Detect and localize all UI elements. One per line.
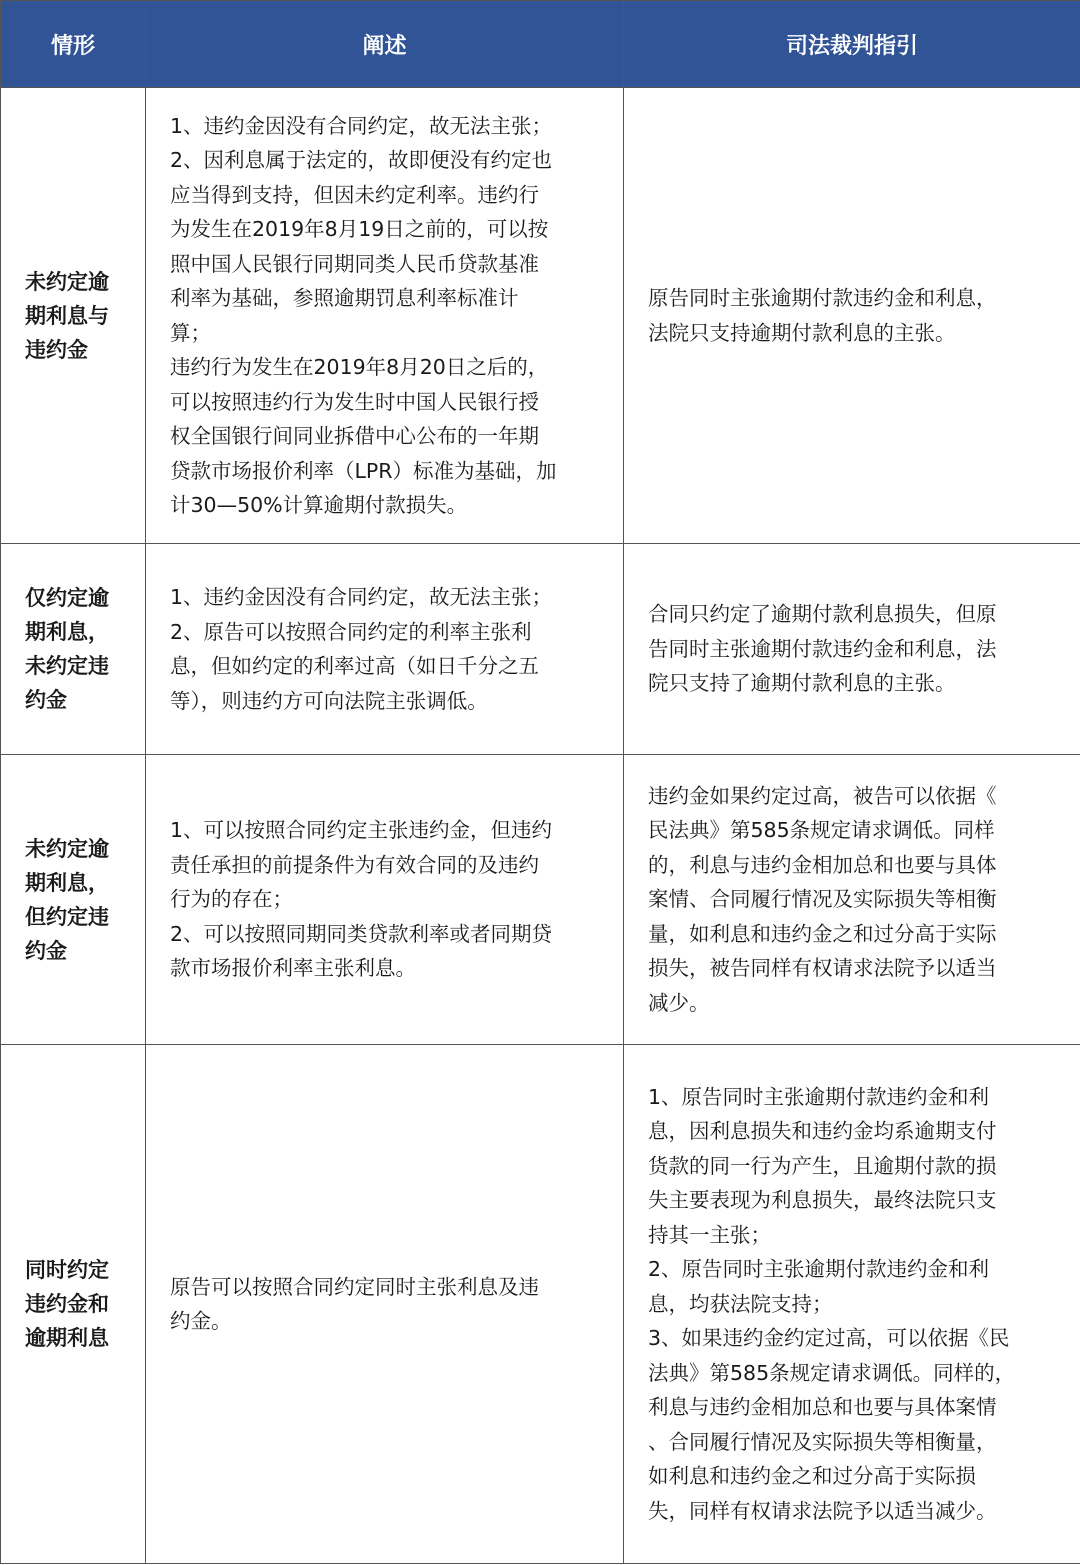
situation-cell-line: 未约定逾 <box>25 269 109 294</box>
table-header-row <box>1 1 1080 88</box>
guidance-cell-line: 减少。 <box>648 990 710 1015</box>
table-row <box>1 88 1080 544</box>
description-cell-line: 为发生在2019年8月19日之前的，可以按 <box>170 217 549 241</box>
description-cell-line: 原告可以按照合同约定同时主张利息及违 <box>170 1274 539 1299</box>
description-cell-line: 违约行为发生在2019年8月20日之后的， <box>170 355 549 379</box>
table-row <box>1 755 1080 1045</box>
situation-cell-line: 仅约定逾 <box>25 586 109 610</box>
guidance-cell-line: 合同只约定了逾期付款利息损失，但原 <box>648 602 997 627</box>
guidance-cell <box>624 544 1080 755</box>
guidance-cell-line: 法院只支持逾期付款利息的主张。 <box>648 320 956 345</box>
situation-cell-line: 约金 <box>25 938 67 963</box>
guidance-cell <box>624 88 1080 544</box>
guidance-cell-line: 、合同履行情况及实际损失等相衡量， <box>648 1429 997 1454</box>
guidance-cell-line: 的，利息与违约金相加总和也要与具体 <box>648 852 997 877</box>
guidance-cell-line: 院只支持了逾期付款利息的主张。 <box>648 671 956 696</box>
description-cell-line: 行为的存在； <box>170 887 293 912</box>
description-cell <box>146 755 624 1045</box>
guidance-cell-line: 3、如果违约金约定过高，可以依据《民 <box>648 1326 1010 1351</box>
guidance-cell-line: 量，如利息和违约金之和过分高于实际 <box>648 921 997 946</box>
situation-cell-line: 逾期利息 <box>25 1326 109 1350</box>
description-cell-line: 款市场报价利率主张利息。 <box>170 956 416 981</box>
description-cell-line: 等），则违约方可向法院主张调低。 <box>170 688 488 713</box>
description-cell-line: 2、原告可以按照合同约定的利率主张利 <box>170 619 532 644</box>
table-row <box>1 544 1080 755</box>
guidance-cell-line: 货款的同一行为产生，且逾期付款的损 <box>648 1153 997 1178</box>
description-cell-line: 贷款市场报价利率（LPR）标准为基础，加 <box>170 458 557 483</box>
guidance-cell <box>624 755 1080 1045</box>
guidance-cell-line: 1、原告同时主张逾期付款违约金和利 <box>648 1084 990 1109</box>
situation-cell-line: 期利息与 <box>25 303 109 328</box>
description-cell-line: 1、违约金因没有合同约定，故无法主张； <box>170 113 553 138</box>
description-cell-line: 照中国人民银行同期同类人民币贷款基准 <box>170 251 539 276</box>
description-cell-line: 利率为基础，参照逾期罚息利率标准计 <box>170 286 519 310</box>
table-row <box>1 1045 1080 1564</box>
situation-cell-line: 违约金和 <box>25 1292 109 1316</box>
description-cell-line: 算； <box>170 320 211 345</box>
guidance-cell-line: 利息与违约金相加总和也要与具体案情 <box>648 1395 997 1420</box>
guidance-cell-line: 2、原告同时主张逾期付款违约金和利 <box>648 1257 990 1282</box>
guidance-cell-line: 案情、合同履行情况及实际损失等相衡 <box>648 887 997 912</box>
description-cell-line: 应当得到支持，但因未约定利率。违约行 <box>170 182 539 207</box>
guidance-cell-line: 法典》第585条规定请求调低。同样的， <box>648 1360 1016 1385</box>
situation-cell-line: 期利息， <box>25 620 109 644</box>
description-cell <box>146 544 624 755</box>
description-cell-line: 权全国银行间同业拆借中心公布的一年期 <box>170 424 539 448</box>
description-cell-line: 可以按照违约行为发生时中国人民银行授 <box>170 389 539 414</box>
situation-cell-line: 同时约定 <box>25 1258 109 1282</box>
guidance-cell-line: 损失，被告同样有权请求法院予以适当 <box>648 956 997 981</box>
description-cell-line: 2、因利息属于法定的，故即便没有约定也 <box>170 148 553 172</box>
description-cell-line: 息，但如约定的利率过高（如日千分之五 <box>170 654 539 678</box>
situation-cell-line: 期利息， <box>25 870 109 895</box>
guidance-cell-line: 违约金如果约定过高，被告可以依据《 <box>648 783 997 808</box>
guidance-cell-line: 原告同时主张逾期付款违约金和利息， <box>648 286 997 310</box>
description-cell-line: 1、违约金因没有合同约定，故无法主张； <box>170 585 553 609</box>
situation-cell-line: 违约金 <box>25 337 88 362</box>
guidance-cell-line: 持其一主张； <box>648 1222 771 1247</box>
guidance-cell-line: 息，均获法院支持； <box>648 1291 833 1316</box>
header-guidance: 司法裁判指引 <box>624 1 1080 88</box>
description-cell-line: 1、可以按照合同约定主张违约金，但违约 <box>170 818 553 843</box>
guidance-cell-line: 告同时主张逾期付款违约金和利息，法 <box>648 636 997 661</box>
situation-cell-line: 未约定违 <box>25 654 109 678</box>
description-cell <box>146 88 624 544</box>
description-cell-line: 计30—50%计算逾期付款损失。 <box>170 493 468 517</box>
situation-cell-line: 但约定违 <box>25 904 109 929</box>
situation-cell <box>1 88 146 544</box>
situation-cell-line: 未约定逾 <box>25 836 109 861</box>
guidance-cell-line: 息，因利息损失和违约金均系逾期支付 <box>648 1119 997 1144</box>
description-cell-line: 责任承担的前提条件为有效合同的及违约 <box>170 852 539 877</box>
header-description: 阐述 <box>146 1 624 88</box>
guidance-cell-line: 如利息和违约金之和过分高于实际损 <box>648 1464 976 1489</box>
description-cell-line: 约金。 <box>170 1309 232 1333</box>
guidance-cell <box>624 1045 1080 1564</box>
guidance-cell-line: 失，同样有权请求法院予以适当减少。 <box>648 1498 997 1523</box>
situation-cell <box>1 755 146 1045</box>
guidance-cell-line: 民法典》第585条规定请求调低。同样 <box>648 818 995 843</box>
situation-cell <box>1 1045 146 1564</box>
description-cell <box>146 1045 624 1564</box>
situation-cell <box>1 544 146 755</box>
situation-cell-line: 约金 <box>25 688 67 712</box>
guidance-cell-line: 失主要表现为利息损失，最终法院只支 <box>648 1188 997 1213</box>
header-situation: 情形 <box>1 1 146 88</box>
description-cell-line: 2、可以按照同期同类贷款利率或者同期贷 <box>170 921 553 946</box>
